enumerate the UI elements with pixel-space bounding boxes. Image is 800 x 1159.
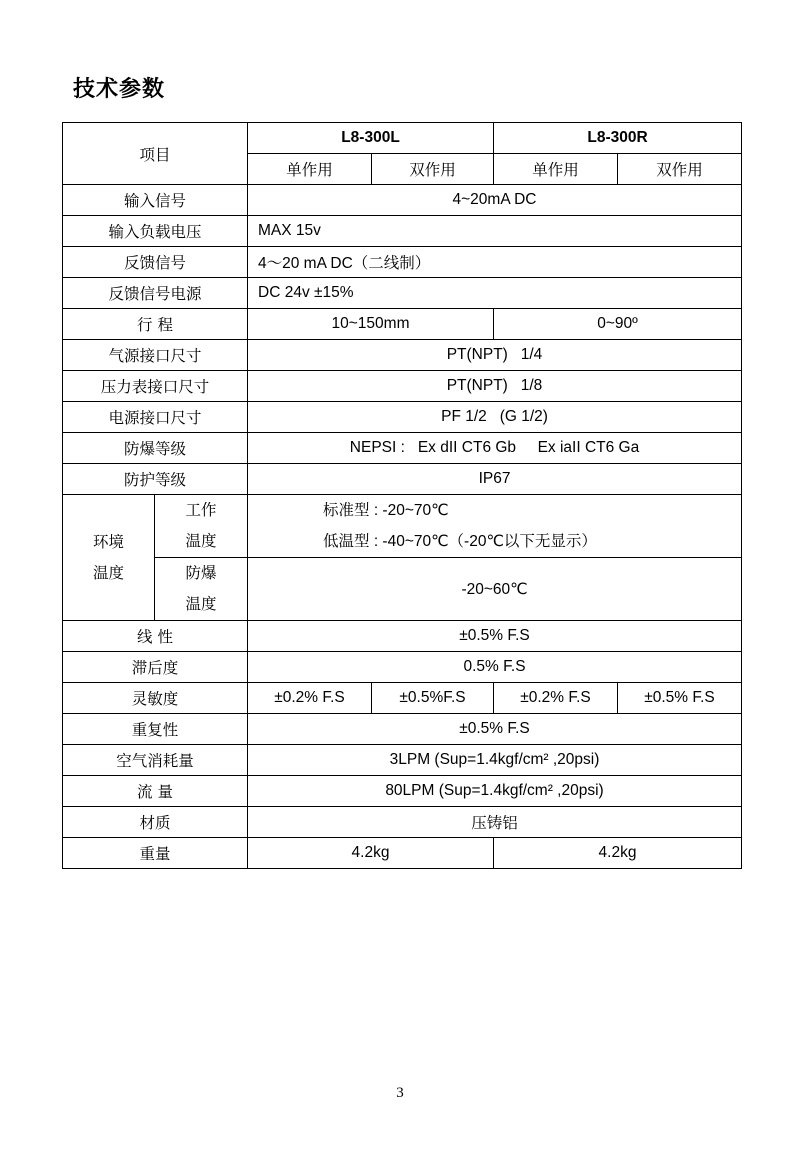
page-number: 3 xyxy=(396,1085,404,1101)
table-row xyxy=(63,278,742,309)
ex-temp-label-line: 温度 xyxy=(185,595,217,613)
row-value: 3LPM (Sup=1.4kgf/cm² ,20psi) xyxy=(248,745,742,776)
work-temp-low: 低温型 : -40~70℃（-20℃以下无显示） xyxy=(323,533,597,550)
row-value: DC 24v ±15% xyxy=(248,278,742,309)
row-value: PT(NPT) 1/8 xyxy=(248,371,742,402)
double-acting-r: 双作用 xyxy=(618,154,742,185)
row-value: NEPSI : Ex dII CT6 Gb Ex iaII CT6 Ga xyxy=(248,433,742,464)
ex-temp-label-line: 防爆 xyxy=(185,564,217,582)
ex-temp-value: -20~60℃ xyxy=(248,558,742,621)
row-label: 防护等级 xyxy=(63,464,248,495)
single-acting-r: 单作用 xyxy=(494,154,618,185)
model-l-header: L8-300L xyxy=(248,123,494,154)
row-label: 电源接口尺寸 xyxy=(63,402,248,433)
row-label: 线 性 xyxy=(63,621,248,652)
table-row xyxy=(63,464,742,495)
row-label: 材质 xyxy=(63,807,248,838)
work-temp-standard: 标准型 : -20~70℃ xyxy=(323,502,449,519)
table-row xyxy=(63,495,742,558)
table-row xyxy=(63,185,742,216)
row-value: ±0.2% F.S xyxy=(248,683,372,714)
environment-label xyxy=(63,495,155,621)
work-temp-label xyxy=(155,495,248,558)
table-row xyxy=(63,683,742,714)
row-value: 4.2kg xyxy=(494,838,742,869)
table-row xyxy=(63,745,742,776)
row-value: 10~150mm xyxy=(248,309,494,340)
double-acting-l: 双作用 xyxy=(372,154,494,185)
page-title: 技术参数 xyxy=(73,77,166,102)
row-value: ±0.5% F.S xyxy=(618,683,742,714)
row-label: 空气消耗量 xyxy=(63,745,248,776)
table-row xyxy=(63,309,742,340)
table-row xyxy=(63,714,742,745)
table-row xyxy=(63,123,742,154)
work-temp-label-line: 温度 xyxy=(185,532,217,550)
row-label: 输入信号 xyxy=(63,185,248,216)
row-value: ±0.2% F.S xyxy=(494,683,618,714)
row-value: 压铸铝 xyxy=(248,807,742,838)
row-label: 重量 xyxy=(63,838,248,869)
row-label: 反馈信号电源 xyxy=(63,278,248,309)
row-label: 灵敏度 xyxy=(63,683,248,714)
table-row xyxy=(63,216,742,247)
row-label: 气源接口尺寸 xyxy=(63,340,248,371)
table-row xyxy=(63,807,742,838)
environment-label-line: 环境 xyxy=(92,532,124,551)
row-label: 防爆等级 xyxy=(63,433,248,464)
table-row xyxy=(63,402,742,433)
work-temp-value xyxy=(248,495,742,558)
row-label: 流 量 xyxy=(63,776,248,807)
model-r-header: L8-300R xyxy=(494,123,742,154)
spec-table xyxy=(62,122,742,869)
single-acting-l: 单作用 xyxy=(248,154,372,185)
row-label: 输入负载电压 xyxy=(63,216,248,247)
item-header: 项目 xyxy=(63,123,248,185)
row-value: 0.5% F.S xyxy=(248,652,742,683)
row-value: 80LPM (Sup=1.4kgf/cm² ,20psi) xyxy=(248,776,742,807)
row-value: 4~20mA DC xyxy=(248,185,742,216)
row-value: ±0.5%F.S xyxy=(372,683,494,714)
row-value: MAX 15v xyxy=(248,216,742,247)
row-label: 行 程 xyxy=(63,309,248,340)
table-row xyxy=(63,247,742,278)
table-row xyxy=(63,340,742,371)
row-value: 4～20 mA DC（二线制） xyxy=(248,247,742,278)
table-row xyxy=(63,621,742,652)
environment-label-line: 温度 xyxy=(92,563,124,582)
row-label: 重复性 xyxy=(63,714,248,745)
row-value: 4.2kg xyxy=(248,838,494,869)
table-row xyxy=(63,433,742,464)
row-label: 压力表接口尺寸 xyxy=(63,371,248,402)
row-value: ±0.5% F.S xyxy=(248,621,742,652)
row-value: IP67 xyxy=(248,464,742,495)
ex-temp-label xyxy=(155,558,248,621)
row-value: 0~90º xyxy=(494,309,742,340)
table-row xyxy=(63,838,742,869)
row-label: 反馈信号 xyxy=(63,247,248,278)
row-value: PT(NPT) 1/4 xyxy=(248,340,742,371)
table-row xyxy=(63,558,742,621)
row-value: ±0.5% F.S xyxy=(248,714,742,745)
table-row xyxy=(63,652,742,683)
work-temp-label-line: 工作 xyxy=(185,501,217,519)
row-value: PF 1/2 (G 1/2) xyxy=(248,402,742,433)
table-row xyxy=(63,776,742,807)
table-row xyxy=(63,371,742,402)
row-label: 滞后度 xyxy=(63,652,248,683)
